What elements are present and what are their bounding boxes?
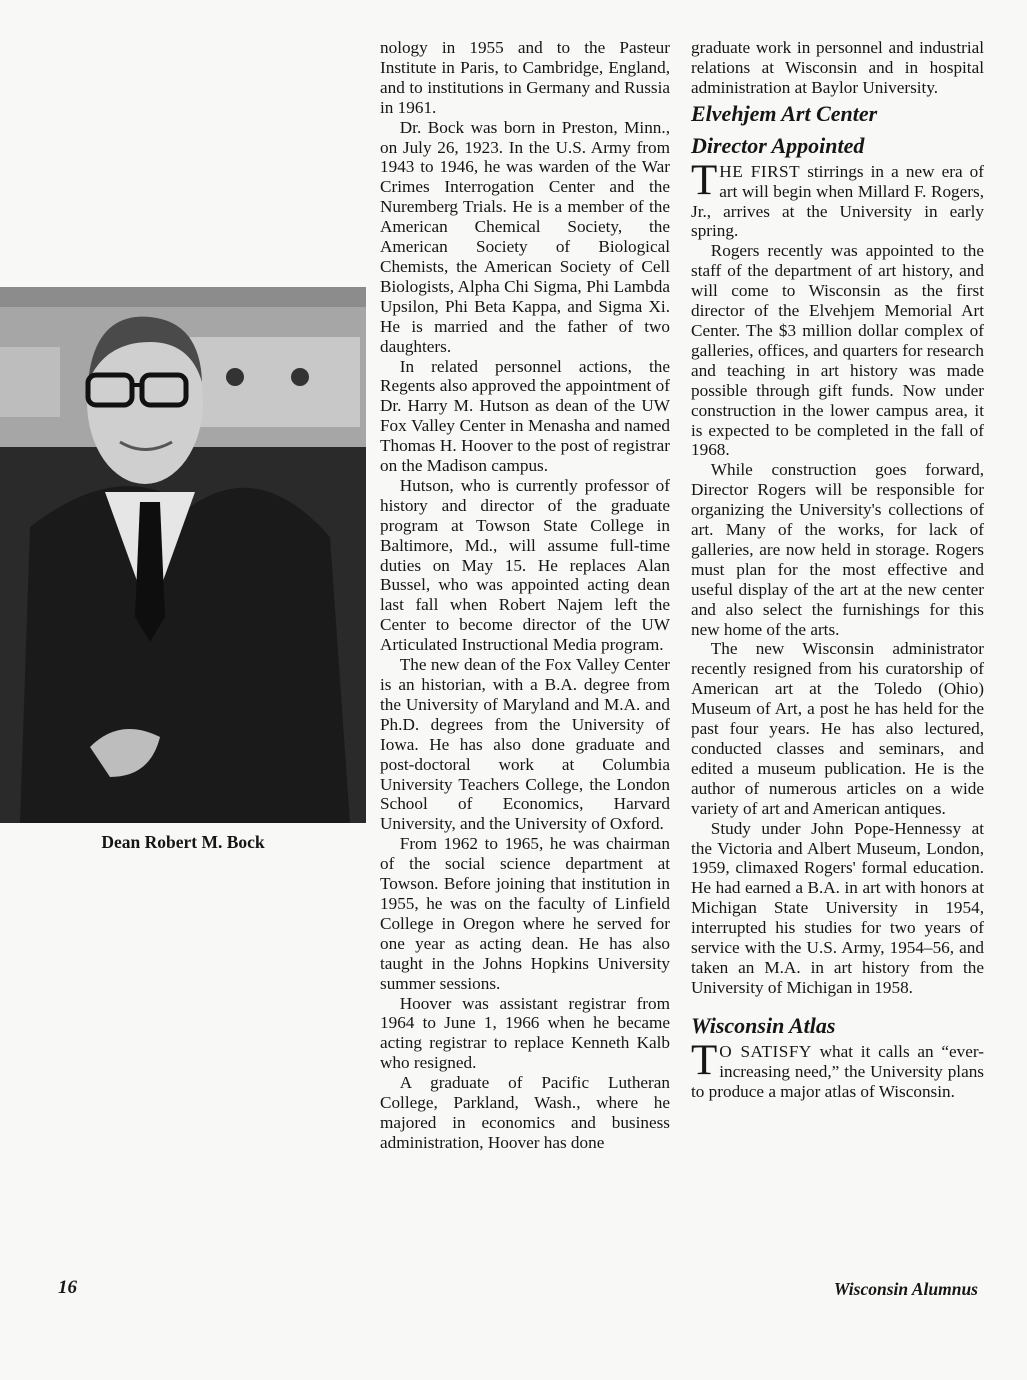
paragraph: The new Wisconsin administrator recently resigned from his curatorship of American art at the Toledo (Ohio) Museum of Art, a post he has held for the past four years. He has also lectured, conducted classes and seminars, and edited a museum publication. He is the author of numerous articles on a wide variety of art and American antiques.	[691, 639, 984, 818]
lead-text: what it calls an “ever-increasing need,” the University plans to produce a major atlas of Wisconsin.	[691, 1041, 985, 1101]
paragraph: While construction goes forward, Director Rogers will be responsible for organizing the University's collections of art. Many of the works, for lack of galleries, are now held in storage. Rogers must plan for the most effective and useful display of the art at the new center and also select the furnishings for this new home of the arts.	[691, 460, 984, 639]
paragraph: In related personnel actions, the Regents also approved the appointment of Dr. Harry M. Hutson as dean of the UW Fox Valley Center in Menasha and named Thomas H. Hoover to the post of registrar on the Madison campus.	[380, 356, 670, 476]
paragraph: Hutson, who is currently professor of history and director of the graduate program at Towson State College in Baltimore, Md., will assume full-time duties on May 15. He replaces Alan Bussel, who was appointed acting dean last fall when Robert Najem left the Center to become director of the UW Articulated Instructional Media program.	[380, 475, 670, 655]
right-column	[691, 38, 984, 1102]
lead-caps: HE FIRST	[719, 161, 801, 181]
headline-line: Director Appointed	[691, 132, 865, 158]
lead-paragraph	[691, 1036, 985, 1102]
paragraph: Study under John Pope-Hennessy at the Victoria and Albert Museum, London, 1959, climaxed Rogers' formal education. He had earned a B.A. in art with honors at Michigan State University in 1954, interrupted his studies for two years of service with the U.S. Army, 1954–56, and taken an M.A. in art history from the University of Michigan in 1958.	[691, 818, 984, 997]
paragraph: A graduate of Pacific Lutheran College, Parkland, Wash., where he majored in economics and business administration, Hoover has done	[380, 1073, 670, 1152]
paragraph: Hoover was assistant registrar from 1964 to June 1, 1966 when he became acting registrar to replace Kenneth Kalb who resigned.	[380, 993, 670, 1073]
paragraph: The new dean of the Fox Valley Center is an historian, with a B.A. degree from the University of Maryland and M.A. and Ph.D. degrees from the University of Iowa. He has also done graduate and post-doctoral work at Columbia University Teachers College, the London School of Economics, Harvard University, and the University of Oxford.	[380, 655, 670, 834]
section-headline	[691, 98, 984, 162]
section-headline: Wisconsin Atlas	[691, 1012, 836, 1038]
paragraph: Rogers recently was appointed to the staff of the department of art history, and will come to Wisconsin as the first director of the Elvehjem Memorial Art Center. The $3 million dollar complex of galleries, offices, and quarters for research and teaching in art history was made possible through gift funds. Now under construction in the lower campus area, it is expected to be completed in the fall of 1968.	[691, 241, 984, 460]
paragraph: nology in 1955 and to the Pasteur Institute in Paris, to Cambridge, England, and to institutions in Germany and Russia in 1961.	[380, 38, 670, 117]
portrait-photo-icon	[0, 287, 366, 823]
lead-text: stirrings in a new era of art will begin when Millard F. Rogers, Jr., arrives at the University in early spring.	[691, 161, 984, 241]
portrait-photo	[0, 287, 366, 823]
drop-cap: T	[691, 1036, 718, 1084]
drop-cap: T	[691, 156, 718, 204]
headline-line: Elvehjem Art Center	[691, 100, 878, 126]
running-title: Wisconsin Alumnus	[833, 1279, 978, 1299]
lead-caps: O SATISFY	[719, 1041, 812, 1061]
page-number: 16	[58, 1277, 77, 1298]
lead-paragraph	[691, 156, 984, 242]
paragraph: graduate work in personnel and industrial relations at Wisconsin and in hospital administration at Baylor University.	[691, 38, 984, 97]
paragraph: From 1962 to 1965, he was chairman of the social science department at Towson. Before joining that institution in 1955, he was on the faculty of Linfield College in Oregon where he served for one year as acting dean. He has also taught in the Johns Hopkins University summer sessions.	[380, 834, 670, 993]
photo-caption: Dean Robert M. Bock	[101, 832, 265, 852]
middle-column	[380, 38, 670, 1153]
paragraph: Dr. Bock was born in Preston, Minn., on July 26, 1923. In the U.S. Army from 1943 to 1946, he was warden of the War Crimes Interrogation Center and the Nuremberg Trials. He is a member of the American Chemical Society, the American Society of Biological Chemists, the American Society of Cell Biologists, Alpha Chi Sigma, Phi Lambda Upsilon, Phi Beta Kappa, and Sigma Xi. He is married and the father of two daughters.	[380, 117, 670, 356]
